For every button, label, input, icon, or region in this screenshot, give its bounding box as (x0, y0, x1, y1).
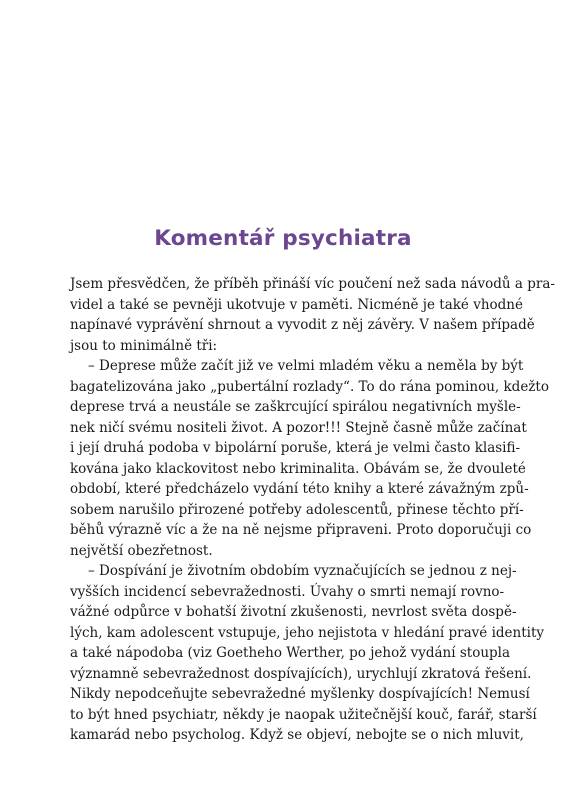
text-line: významně sebevražednost dospívajících), urychlují zkratová řešení. (70, 665, 532, 682)
section-heading: Komentář psychiatra (154, 226, 412, 251)
text-line: i její druhá podoba v bipolární poruše, která je velmi často klasifi- (70, 440, 521, 456)
text-line: kamarád nebo psycholog. Když se objeví, nebojte se o nich mluvit, (70, 727, 524, 743)
text-line: – Dospívání je životním obdobím vyznačujících se jednou z nej- (88, 563, 517, 579)
text-line: a také nápodoba (viz Goetheho Werther, po jehož vydání stoupla (70, 645, 511, 661)
text-line: Nikdy nepodceňujte sebevražedné myšlenky dospívajících! Nemusí (70, 686, 530, 702)
text-line: Jsem přesvědčen, že příběh přináší víc poučení než sada návodů a pra- (70, 276, 555, 292)
text-line: jsou to minimálně tři: (70, 337, 218, 354)
text-line: lých, kam adolescent vstupuje, jeho nejistota v hledání pravé identity (70, 624, 545, 641)
text-line: největší obezřetnost. (70, 542, 213, 559)
text-line: období, které předcházelo vydání této knihy a které závažným způ- (70, 481, 529, 497)
text-line: to být hned psychiatr, někdy je naopak užitečnější kouč, farář, starší (70, 706, 537, 723)
text-line: deprese trvá a neustále se zaškrcující spirálou negativních myšle- (70, 399, 521, 415)
body-text (70, 274, 555, 746)
text-line: vyšších incidencí sebevražednosti. Úvahy o smrti nemají rovno- (70, 583, 505, 600)
text-line: napínavé vyprávění shrnout a vyvodit z něj závěry. V našem případě (70, 317, 535, 333)
text-line: nek ničí svému nositeli život. A pozor!!! Stejně časně může začínat (70, 419, 527, 436)
text-line: bagatelizována jako „pubertální rozlady“. To do rána pominou, kdežto (70, 378, 549, 395)
text-line: – Deprese může začít již ve velmi mladém věku a neměla by být (88, 358, 524, 374)
text-line: videl a také se pevněji ukotvuje v paměti. Nicméně je také vhodné (70, 296, 523, 313)
text-line: kována jako klackovitost nebo kriminalita. Obávám se, že dvouleté (70, 460, 526, 477)
text-line: sobem narušilo přirozené potřeby adolescentů, přinese těchto pří- (70, 501, 524, 518)
text-line: vážné odpůrce v bohatší životní zkušenosti, nevrlost světa dospě- (70, 604, 517, 620)
text-line: běhů výrazně víc a že na ně nejsme připraveni. Proto doporučuji co (70, 522, 532, 538)
